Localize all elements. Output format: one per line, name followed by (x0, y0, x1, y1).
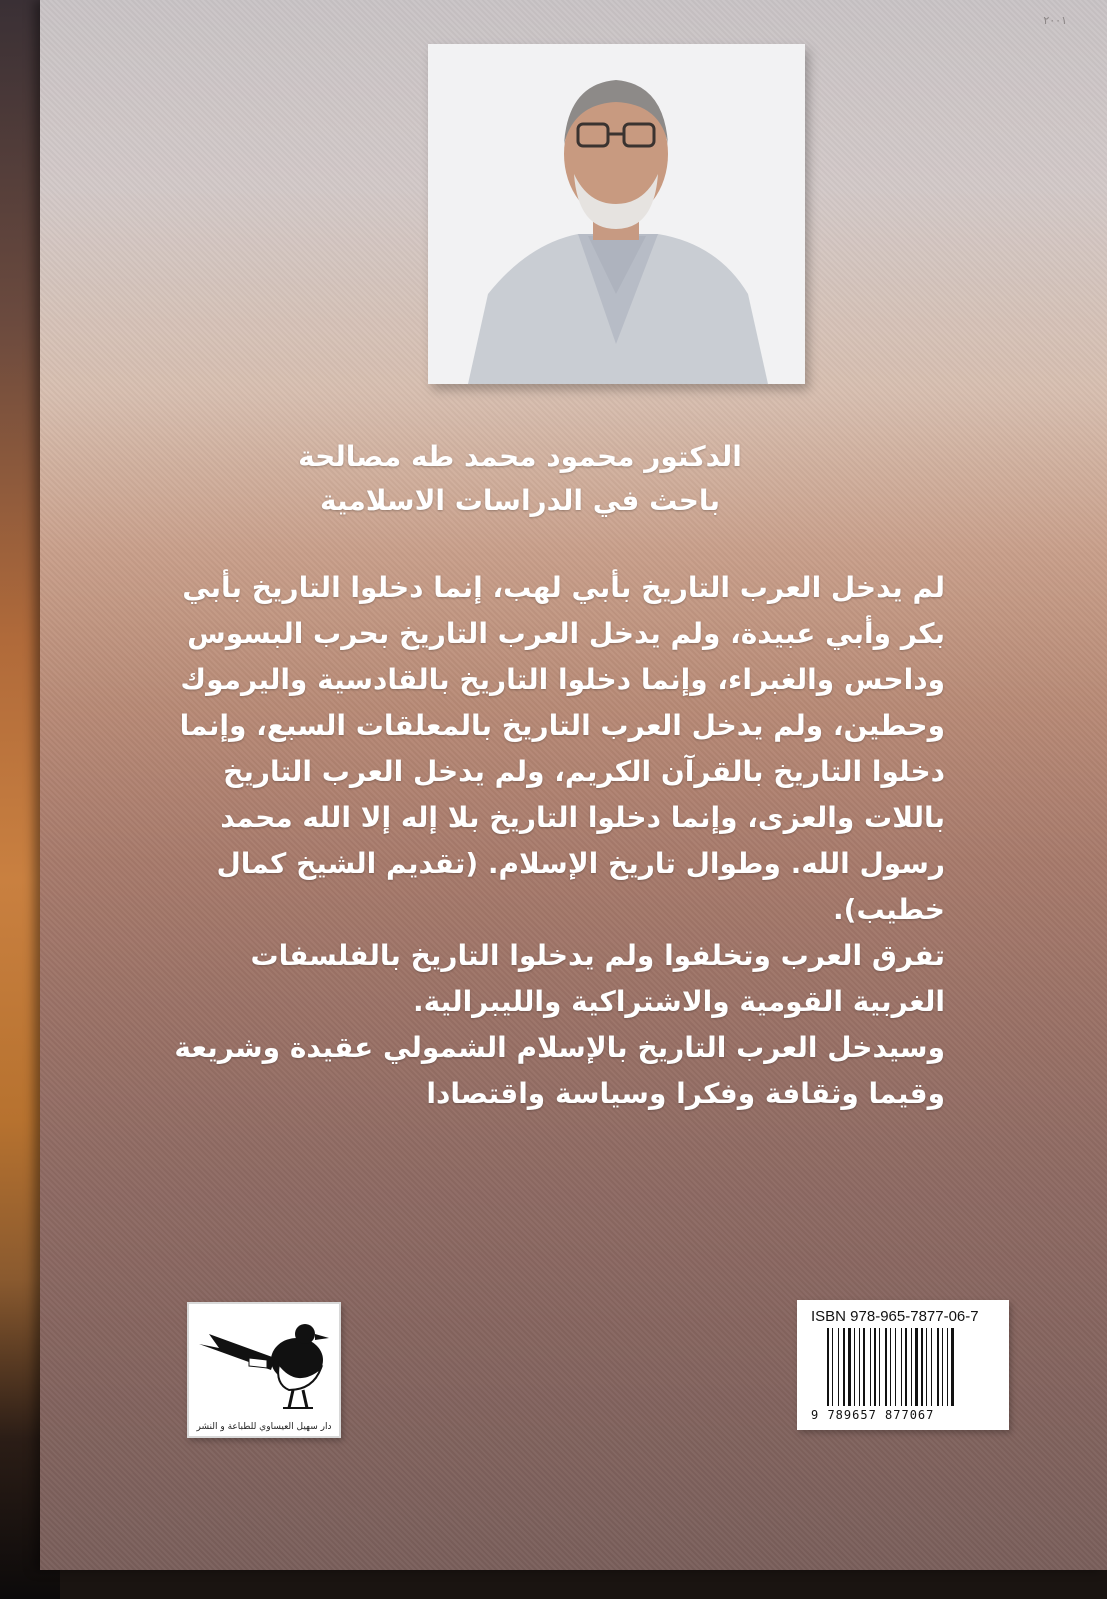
barcode-bars (827, 1328, 987, 1406)
blurb-paragraph: وسيدخل العرب التاريخ بالإسلام الشمولي عقيدة وشريعة وقيما وثقافة وفكرا وسياسة واقتصادا (174, 1031, 945, 1110)
publisher-name: دار سهيل العيساوي للطباعة و النشر (196, 1422, 332, 1432)
isbn-barcode (797, 1300, 1009, 1430)
blurb-paragraph: لم يدخل العرب التاريخ بأبي لهب، إنما دخلوا التاريخ بأبي بكر وأبي عبيدة، ولم يدخل العرب التاريخ بحرب البسوس وداحس والغبراء، وإنما دخلوا التاريخ بالقادسية واليرموك وحطين، ولم يدخل العرب التاريخ بالمعلقات السبع، وإنما دخلوا التاريخ بالقرآن الكريم، ولم يدخل العرب التاريخ باللات والعزى، وإنما دخلوا التاريخ بلا إله إلا الله محمد رسول الله. وطوال تاريخ الإسلام. (تقديم الشيخ كمال خطيب). (179, 571, 945, 926)
author-photo (428, 44, 805, 384)
isbn-label: ISBN 978-965-7877-06-7 (811, 1308, 979, 1325)
blurb-paragraph: تفرق العرب وتخلفوا ولم يدخلوا التاريخ بالفلسفات الغربية القومية والاشتراكية والليبرالية. (250, 939, 945, 1018)
author-role: باحث في الدراسات الاسلامية (320, 484, 720, 517)
book-back-cover (40, 0, 1107, 1570)
publisher-logo (187, 1302, 341, 1438)
blurb-text (165, 565, 945, 1117)
author-name: الدكتور محمود محمد طه مصالحة (298, 440, 742, 473)
bird-icon (189, 1304, 339, 1416)
barcode-digits: 9 789657 877067 (811, 1408, 935, 1422)
corner-mark: ٢٠٠١ (1043, 14, 1067, 27)
